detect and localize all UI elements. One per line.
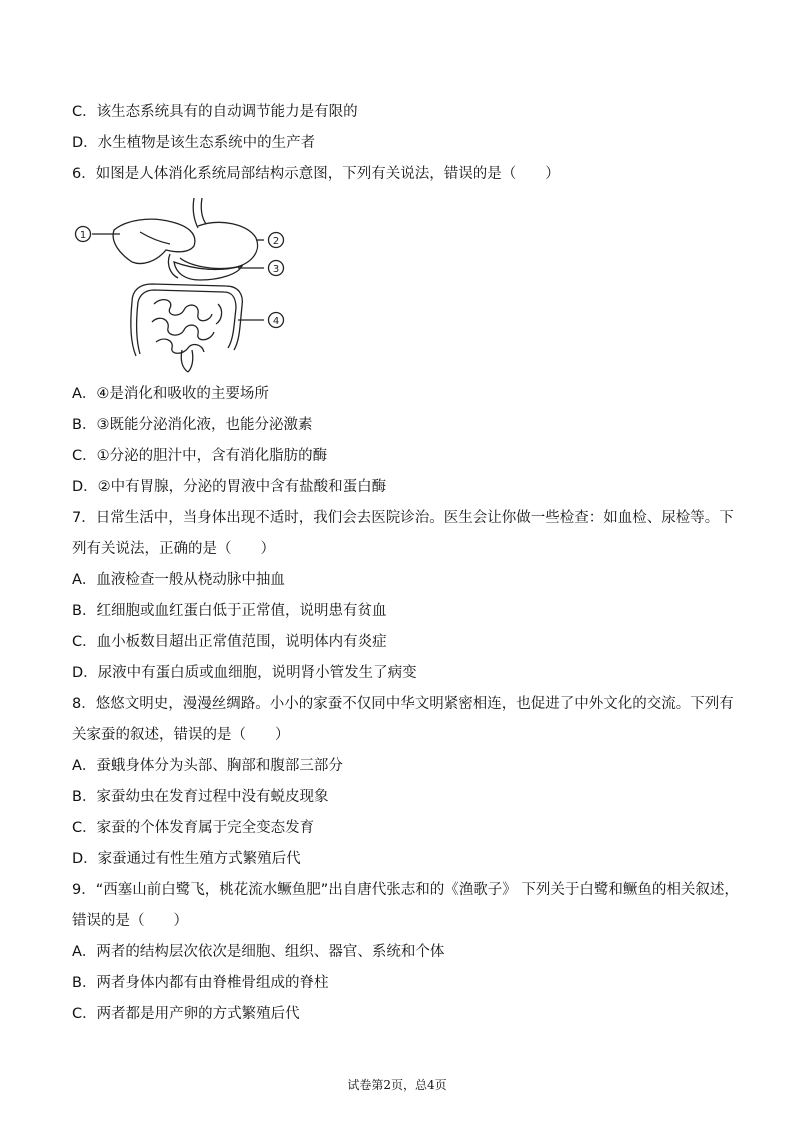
- figure-label-1: 1: [79, 230, 87, 241]
- q9-option-b: B．两者身体内都有由脊椎骨组成的脊柱: [72, 975, 329, 991]
- q7-stem-line1: 7．日常生活中，当身体出现不适时，我们会去医院诊治。医生会让你做一些检查：如血检、尿检等。下: [72, 510, 734, 526]
- q7-option-a: A．血液检查一般从桡动脉中抽血: [72, 572, 285, 588]
- q6-option-c: C．①分泌的胆汁中，含有消化脂肪的酶: [72, 448, 328, 464]
- q8-option-a: A．蚕蛾身体分为头部、胸部和腹部三部分: [72, 758, 343, 774]
- q8-option-c: C．家蚕的个体发育属于完全变态发育: [72, 820, 315, 836]
- q8-stem-line2: 关家蚕的叙述，错误的是（ ）: [72, 727, 290, 743]
- q9-stem-line1: 9．“西塞山前白鹭飞，桃花流水鳜鱼肥”出自唐代张志和的《渔歌子》 下列关于白鹭和鳜鱼的相关叙述，: [72, 882, 739, 898]
- q6-option-d: D．②中有胃腺，分泌的胃液中含有盐酸和蛋白酶: [72, 479, 387, 495]
- small-intestine-shape: [152, 300, 222, 354]
- q9-stem-line2: 错误的是（ ）: [72, 913, 188, 929]
- large-intestine-shape: [131, 284, 243, 356]
- q8-option-b: B．家蚕幼虫在发育过程中没有蜕皮现象: [72, 789, 329, 805]
- stomach-shape: [180, 222, 258, 268]
- q6-stem: 6．如图是人体消化系统局部结构示意图，下列有关说法，错误的是（ ）: [72, 166, 560, 182]
- q6-option-a: A．④是消化和吸收的主要场所: [72, 386, 269, 402]
- q8-option-d: D．家蚕通过有性生殖方式繁殖后代: [72, 851, 301, 867]
- q5-option-c: C．该生态系统具有的自动调节能力是有限的: [72, 104, 358, 120]
- q7-stem-line2: 列有关说法，正确的是（ ）: [72, 541, 275, 557]
- liver-shape: [113, 219, 195, 263]
- pancreas-shape: [174, 262, 242, 280]
- q9-option-c: C．两者都是用产卵的方式繁殖后代: [72, 1006, 300, 1022]
- q9-option-a: A．两者的结构层次依次是细胞、组织、器官、系统和个体: [72, 944, 445, 960]
- digestive-system-diagram: [70, 192, 302, 374]
- q7-option-d: D．尿液中有蛋白质或血细胞，说明肾小管发生了病变: [72, 665, 417, 681]
- figure-label-2: 2: [272, 236, 280, 247]
- q7-option-b: B．红细胞或血红蛋白低于正常值，说明患有贫血: [72, 603, 387, 619]
- digestive-system-figure: [70, 192, 302, 374]
- figure-label-3: 3: [272, 264, 280, 275]
- figure-label-4: 4: [272, 316, 280, 327]
- page-footer: 试卷第2页，总4页: [347, 1078, 447, 1092]
- q8-stem-line1: 8．悠悠文明史，漫漫丝绸路。小小的家蚕不仅同中华文明紧密相连，也促进了中外文化的交流。下列有: [72, 696, 734, 712]
- q7-option-c: C．血小板数目超出正常值范围，说明体内有炎症: [72, 634, 387, 650]
- q5-option-d: D．水生植物是该生态系统中的生产者: [72, 135, 316, 151]
- q6-option-b: B．③既能分泌消化液，也能分泌激素: [72, 417, 313, 433]
